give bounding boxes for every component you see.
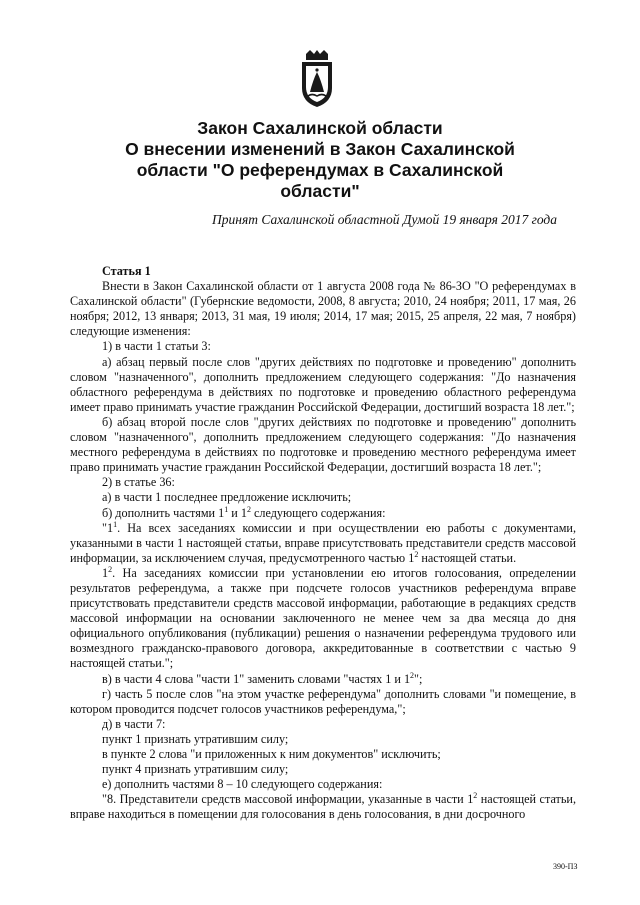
sakhalin-coat-of-arms-icon — [298, 50, 336, 108]
superscript-index: 2 — [414, 549, 419, 559]
paragraph-text: г) часть 5 после слов "на этом участке референдума" дополнить словами "и помещение, в котором проводится подсчет голосов участников референдума,"; — [70, 686, 576, 716]
paragraph-text: а) в части 1 последнее предложение исключить; — [102, 490, 352, 505]
paragraph-text: Статья 1 — [102, 264, 151, 278]
superscript-index: 1 — [113, 519, 118, 529]
law-paragraph — [70, 717, 576, 732]
paragraph-text: . На всех заседаниях комиссии и при осуществлении ею работы с документами, указанными в части 1 настоящей статьи, вправе присутствовать представители средств массовой информации, за исключением случая, предусмотренного частью 1 — [70, 520, 576, 565]
law-paragraph — [70, 777, 576, 792]
paragraph-text: б) дополнить частями 1 — [102, 505, 225, 520]
paragraph-text: 2) в статье 36: — [102, 475, 175, 490]
law-paragraph — [70, 415, 576, 475]
law-body — [70, 264, 576, 822]
paragraph-text: "8. Представители средств массовой информации, указанные в части 1 — [102, 792, 474, 807]
document-code: 390-ПЗ — [553, 862, 578, 871]
paragraph-text: и 1 — [228, 505, 247, 520]
superscript-index: 2 — [246, 504, 251, 514]
superscript-index: 2 — [410, 670, 415, 680]
article-heading — [70, 264, 576, 279]
superscript-index: 2 — [108, 564, 113, 574]
paragraph-text: 1 — [102, 565, 109, 580]
paragraph-text: настоящей статьи, вправе находиться в помещении для голосования в день голосования, в дни досрочного — [70, 792, 576, 822]
superscript-index: 2 — [473, 791, 478, 801]
paragraph-text: в) в части 4 слова "части 1" заменить словами "частях 1 и 1 — [102, 671, 411, 686]
paragraph-text: настоящей статьи. — [418, 550, 517, 565]
superscript-index: 1 — [224, 504, 229, 514]
law-paragraph — [70, 792, 576, 822]
law-paragraph — [70, 475, 576, 490]
law-paragraph — [70, 566, 576, 672]
title-line: О внесении изменений в Закон Сахалинской — [125, 139, 515, 159]
law-paragraph — [70, 506, 576, 521]
paragraph-text: следующего содержания: — [250, 505, 386, 520]
paragraph-text: пункт 4 признать утратившим силу; — [102, 762, 289, 777]
paragraph-text: б) абзац второй после слов "других действиях по подготовке и проведению" дополнить словом "назначенного", дополнить предложением следующего содержания: "До назначения местного референдума в действиях по подготовке и проведению местного референдума имеет право принимать участие гражданин Российской Федерации, достигший возраста 18 лет."; — [70, 414, 576, 475]
law-paragraph — [70, 279, 576, 339]
paragraph-text: . На заседаниях комиссии при установлении ею итогов голосования, определении результатов референдума, а также при подсчете голосов участников референдума вправе присутствовать представители средств массовой информации, работающие в редакциях средств массовой информации на основании заключенного не менее чем за два месяца до дня официального опубликования (публикации) решения о назначении референдума трудового или возмездного гражданско-правового договора, аккредитованные в соответствии с частью 9 настоящей статьи."; — [70, 565, 576, 671]
paragraph-text: пункт 1 признать утратившим силу; — [102, 731, 289, 746]
law-paragraph — [70, 762, 576, 777]
paragraph-text: е) дополнить частями 8 – 10 следующего содержания: — [102, 777, 383, 792]
paragraph-text: Внести в Закон Сахалинской области от 1 августа 2008 года № 86-ЗО "О референдумах в Сахалинской области" (Губернские ведомости, 2008, 8 августа; 2010, 24 ноября; 2011, 17 мая, 26 ноября; 2012, 13 января; 2013, 31 мая, 19 июля; 2014, 17 мая; 2015, 25 апреля, 22 мая, 7 ноября) следующие изменения: — [70, 279, 576, 339]
paragraph-text: "1 — [102, 520, 114, 535]
paragraph-text: а) абзац первый после слов "других действиях по подготовке и проведению" дополнить словом "назначенного", дополнить предложением следующего содержания: "До назначения областного референдума в действиях по подготовке и проведению областного референдума имеет право принимать участие гражданин Российской Федерации, достигший возраста 18 лет."; — [70, 354, 576, 414]
law-paragraph — [70, 672, 576, 687]
law-paragraph — [70, 687, 576, 717]
law-paragraph — [70, 355, 576, 415]
law-paragraph — [70, 490, 576, 505]
law-paragraph — [70, 747, 576, 762]
paragraph-text: "; — [414, 671, 423, 686]
title-line: области" — [280, 181, 360, 201]
paragraph-text: д) в части 7: — [102, 716, 166, 731]
title-line: Закон Сахалинской области — [197, 118, 443, 138]
law-paragraph — [70, 732, 576, 747]
law-title — [60, 118, 580, 202]
law-paragraph — [70, 521, 576, 566]
accepted-note: Принят Сахалинской областной Думой 19 января 2017 года — [212, 212, 558, 227]
paragraph-text: 1) в части 1 статьи 3: — [102, 339, 211, 354]
law-paragraph — [70, 339, 576, 354]
title-line: области "О референдумах в Сахалинской — [136, 160, 504, 180]
paragraph-text: в пункте 2 слова "и приложенных к ним документов" исключить; — [102, 747, 441, 761]
